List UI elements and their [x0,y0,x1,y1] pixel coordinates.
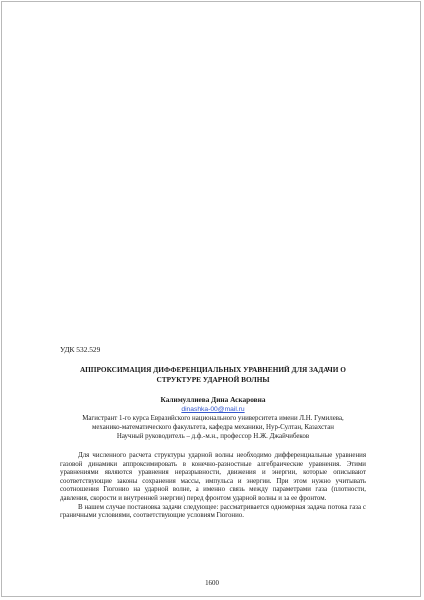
affiliation [60,414,366,441]
affiliation-line-1: Магистрант 1-го курса Евразийского национального университета имени Л.Н. Гумилева, [82,415,344,422]
body-paragraph-2: В нашем случае постановка задачи следующее: рассматривается одномерная задача потока газа с граничными условиями, соответствующие условиям Гюгонио. [60,503,366,520]
author-email-link[interactable]: dinashka-00@mail.ru [181,406,245,413]
body-paragraph-1: Для численного расчета структуры ударной волны необходимо дифференциальные уравнения газовой динамики аппроксимировать в конечно-разностные алгебраические уравнения. Этими уравнениями являются уравнения неразрывности, движения и энергии, которые описывают соответствующие законы сохранения массы, импульса и энергии. При этом нужно учитывать соотношения Гюгонио на ударной волне, а именно связь между параметрами газа (плотности, давления, скорости и внутренней энергии) перед фронтом ударной волны и за ее фронтом. [60,452,366,502]
affiliation-line-3: Научный руководитель – д.ф.-м.н., профессор Н.Ж. Джайчибеков [116,433,310,440]
author-name: Калимуллиева Дина Аскаровна [160,395,266,404]
section-spacer [60,441,366,452]
affiliation-line-2: механико-математического факультета, кафедра механики, Нур-Султан, Казахстан [92,424,334,431]
page-number: 1600 [205,580,219,587]
udk-code: УДК 532.529 [60,345,101,354]
paper-title [60,365,366,385]
document-content [60,345,366,521]
paper-title-line-1: АППРОКСИМАЦИЯ ДИФФЕРЕНЦИАЛЬНЫХ УРАВНЕНИЙ ДЛЯ ЗАДАЧИ О [80,365,346,374]
paper-title-line-2: СТРУКТУРЕ УДАРНОЙ ВОЛНЫ [156,375,270,384]
